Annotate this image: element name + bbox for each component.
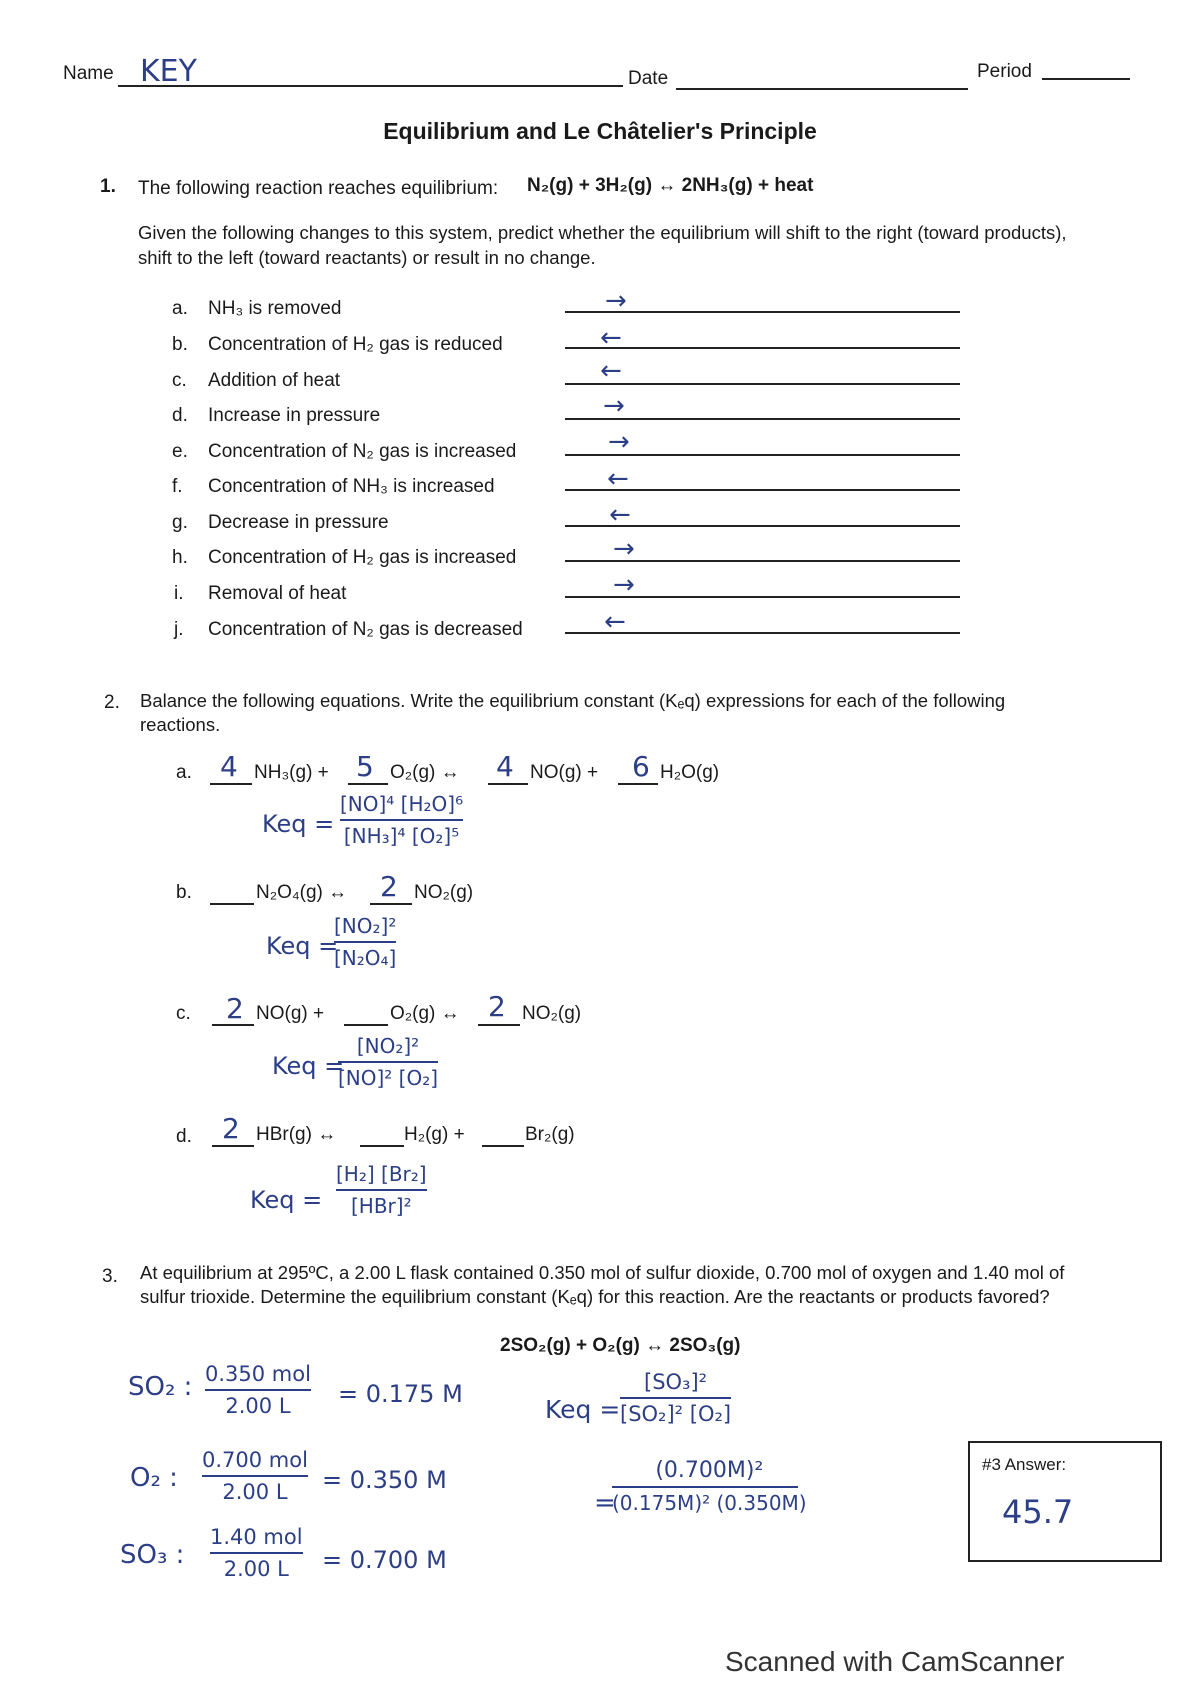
answer-line[interactable] — [565, 596, 960, 598]
item-letter: e. — [172, 441, 188, 462]
coefficient-blank[interactable] — [618, 783, 658, 785]
keq-fraction — [336, 1162, 427, 1218]
item-letter: b. — [172, 334, 188, 355]
answer-line[interactable] — [565, 489, 960, 491]
coefficient: 4 — [496, 750, 514, 783]
q3-keq-label: Keq = — [545, 1395, 621, 1424]
answer-line[interactable] — [565, 632, 960, 634]
date-blank[interactable] — [676, 88, 968, 90]
item-letter: j. — [174, 619, 184, 640]
species: NO₂(g) — [414, 882, 474, 903]
keq-denominator: [N₂O₄] — [334, 946, 397, 970]
q1-prompt: The following reaction reaches equilibrium: — [138, 178, 499, 199]
q3-sub-equals: = — [594, 1488, 616, 1518]
o2-label: O₂ : — [130, 1463, 178, 1493]
answer-line[interactable] — [565, 560, 960, 562]
item-letter: d. — [176, 1126, 192, 1147]
o2-result: = 0.350 M — [322, 1466, 447, 1494]
fraction-bar — [340, 819, 463, 821]
coefficient-blank[interactable] — [210, 903, 254, 905]
q2-number: 2. — [104, 692, 120, 713]
answer-arrow: ← — [600, 356, 622, 386]
coefficient: 2 — [226, 992, 244, 1025]
coefficient: 2 — [488, 990, 506, 1023]
item-letter: h. — [172, 547, 188, 568]
answer-arrow: → — [613, 534, 635, 564]
fraction-bar — [612, 1486, 798, 1488]
keq-numerator: [NO]⁴ [H₂O]⁶ — [340, 792, 464, 816]
keq-fraction — [338, 1034, 438, 1090]
item-letter: a. — [176, 762, 192, 783]
q3-substituted-fraction — [612, 1458, 807, 1515]
fraction-bar — [205, 1389, 311, 1391]
item-letter: a. — [172, 298, 188, 319]
answer-arrow: → — [603, 391, 625, 421]
species: NH₃(g) + — [254, 762, 329, 783]
o2-numerator: 0.700 mol — [202, 1448, 308, 1472]
coefficient-blank[interactable] — [212, 1145, 254, 1147]
item-letter: c. — [176, 1003, 191, 1024]
so3-numerator: 1.40 mol — [210, 1525, 303, 1549]
so2-fraction — [205, 1362, 311, 1418]
item-text: NH₃ is removed — [208, 298, 342, 319]
coefficient-blank[interactable] — [360, 1145, 404, 1147]
name-value: KEY — [140, 54, 197, 89]
answer-line[interactable] — [565, 347, 960, 349]
o2-fraction — [202, 1448, 308, 1504]
coefficient: 6 — [632, 750, 650, 783]
fraction-bar — [210, 1552, 303, 1554]
item-text: Addition of heat — [208, 370, 341, 391]
q1-instructions-line1: Given the following changes to this system, predict whether the equilibrium will shift to the right (toward products), — [138, 222, 1067, 243]
answer-line[interactable] — [565, 454, 960, 456]
keq-label: Keq = — [272, 1052, 345, 1080]
keq-denominator: [NO]² [O₂] — [338, 1066, 439, 1090]
species: NO(g) + — [256, 1003, 325, 1024]
fraction-bar — [334, 941, 396, 943]
so2-denominator: 2.00 L — [225, 1394, 291, 1418]
q1-instructions-line2: shift to the left (toward reactants) or result in no change. — [138, 247, 596, 268]
item-letter: i. — [174, 583, 184, 604]
fraction-bar — [202, 1475, 308, 1477]
answer-label: #3 Answer: — [982, 1455, 1067, 1474]
keq-fraction — [340, 792, 463, 848]
q3-prompt-line2: sulfur trioxide. Determine the equilibrium constant (Kₑq) for this reaction. Are the reactants or products favored? — [140, 1286, 1050, 1307]
scanner-watermark: Scanned with CamScanner — [725, 1646, 1065, 1677]
answer-box[interactable] — [968, 1441, 1162, 1562]
answer-arrow: → — [605, 286, 627, 316]
name-label: Name — [63, 63, 114, 84]
item-text: Concentration of H₂ gas is increased — [208, 547, 517, 568]
item-letter: b. — [176, 882, 192, 903]
species: Br₂(g) — [525, 1124, 575, 1145]
answer-arrow: ← — [607, 464, 629, 494]
o2-denominator: 2.00 L — [222, 1480, 288, 1504]
item-text: Decrease in pressure — [208, 512, 389, 533]
species: H₂O(g) — [660, 762, 720, 783]
answer-arrow: → — [613, 570, 635, 600]
q3-keq-numerator: [SO₃]² — [644, 1370, 708, 1394]
q3-prompt-line1: At equilibrium at 295ºC, a 2.00 L flask contained 0.350 mol of sulfur dioxide, 0.700 mol of oxygen and 1.40 mol of — [140, 1262, 1065, 1283]
answer-arrow: ← — [600, 323, 622, 353]
so2-label: SO₂ : — [128, 1372, 193, 1402]
keq-denominator: [NH₃]⁴ [O₂]⁵ — [343, 824, 460, 848]
so2-result: = 0.175 M — [338, 1380, 463, 1408]
species: H₂(g) + — [404, 1124, 465, 1145]
so2-numerator: 0.350 mol — [205, 1362, 311, 1386]
so3-result: = 0.700 M — [322, 1546, 447, 1574]
fraction-bar — [620, 1397, 731, 1399]
answer-arrow: ← — [604, 607, 626, 637]
coefficient-blank[interactable] — [370, 903, 412, 905]
coefficient-blank[interactable] — [482, 1145, 524, 1147]
q3-reaction: 2SO₂(g) + O₂(g) ↔ 2SO₃(g) — [500, 1335, 741, 1356]
answer-line[interactable] — [565, 383, 960, 385]
keq-fraction — [334, 914, 396, 970]
date-label: Date — [628, 68, 669, 89]
species: O₂(g) ↔ — [390, 1003, 460, 1024]
period-blank[interactable] — [1042, 78, 1130, 80]
so3-label: SO₃ : — [120, 1540, 185, 1570]
fraction-bar — [336, 1189, 427, 1191]
coefficient: 2 — [222, 1112, 240, 1145]
q3-sub-numerator: (0.700M)² — [655, 1458, 764, 1483]
item-text: Concentration of NH₃ is increased — [208, 476, 495, 497]
q3-number: 3. — [102, 1266, 118, 1287]
item-text: Concentration of N₂ gas is decreased — [208, 619, 523, 640]
answer-line[interactable] — [565, 418, 960, 420]
q1-reaction: N₂(g) + 3H₂(g) ↔ 2NH₃(g) + heat — [527, 175, 814, 196]
coefficient-blank[interactable] — [344, 1024, 388, 1026]
coefficient-blank[interactable] — [210, 783, 252, 785]
species: NO₂(g) — [522, 1003, 582, 1024]
species: HBr(g) ↔ — [256, 1124, 337, 1145]
keq-numerator: [NO₂]² — [356, 1034, 420, 1058]
q3-keq-denominator: [SO₂]² [O₂] — [620, 1402, 732, 1426]
keq-numerator: [NO₂]² — [334, 914, 397, 938]
coefficient-blank[interactable] — [478, 1024, 520, 1026]
q2-prompt-line2: reactions. — [140, 714, 221, 735]
item-letter: g. — [172, 512, 188, 533]
keq-label: Keq = — [250, 1186, 323, 1214]
item-text: Concentration of H₂ gas is reduced — [208, 334, 503, 355]
item-letter: d. — [172, 405, 188, 426]
so3-fraction — [210, 1525, 303, 1581]
species: NO(g) + — [530, 762, 599, 783]
q1-number: 1. — [100, 176, 116, 197]
keq-label: Keq = — [266, 932, 339, 960]
keq-label: Keq = — [262, 810, 335, 838]
answer-arrow: ← — [609, 500, 631, 530]
keq-denominator: [HBr]² — [350, 1194, 412, 1218]
q3-sub-denominator: (0.175M)² (0.350M) — [612, 1491, 807, 1515]
coefficient-blank[interactable] — [488, 783, 528, 785]
item-letter: f. — [172, 476, 183, 497]
species: N₂O₄(g) ↔ — [256, 882, 348, 903]
keq-numerator: [H₂] [Br₂] — [336, 1162, 427, 1186]
so3-denominator: 2.00 L — [223, 1557, 289, 1581]
answer-line[interactable] — [565, 311, 960, 313]
q2-prompt-line1: Balance the following equations. Write the equilibrium constant (Kₑq) expressions for each of the following — [140, 690, 1006, 711]
period-label: Period — [977, 61, 1032, 82]
page-title: Equilibrium and Le Châtelier's Principle — [383, 118, 817, 144]
item-text: Removal of heat — [208, 583, 347, 604]
item-letter: c. — [172, 370, 187, 391]
coefficient: 2 — [380, 870, 398, 903]
fraction-bar — [338, 1061, 438, 1063]
answer-line[interactable] — [565, 525, 960, 527]
item-text: Increase in pressure — [208, 405, 381, 426]
species: O₂(g) ↔ — [390, 762, 460, 783]
coefficient: 4 — [220, 750, 238, 783]
item-text: Concentration of N₂ gas is increased — [208, 441, 517, 462]
q3-keq-fraction — [620, 1370, 731, 1426]
coefficient: 5 — [356, 750, 374, 783]
coefficient-blank[interactable] — [348, 783, 388, 785]
answer-value: 45.7 — [1002, 1493, 1074, 1531]
answer-arrow: → — [608, 427, 630, 457]
